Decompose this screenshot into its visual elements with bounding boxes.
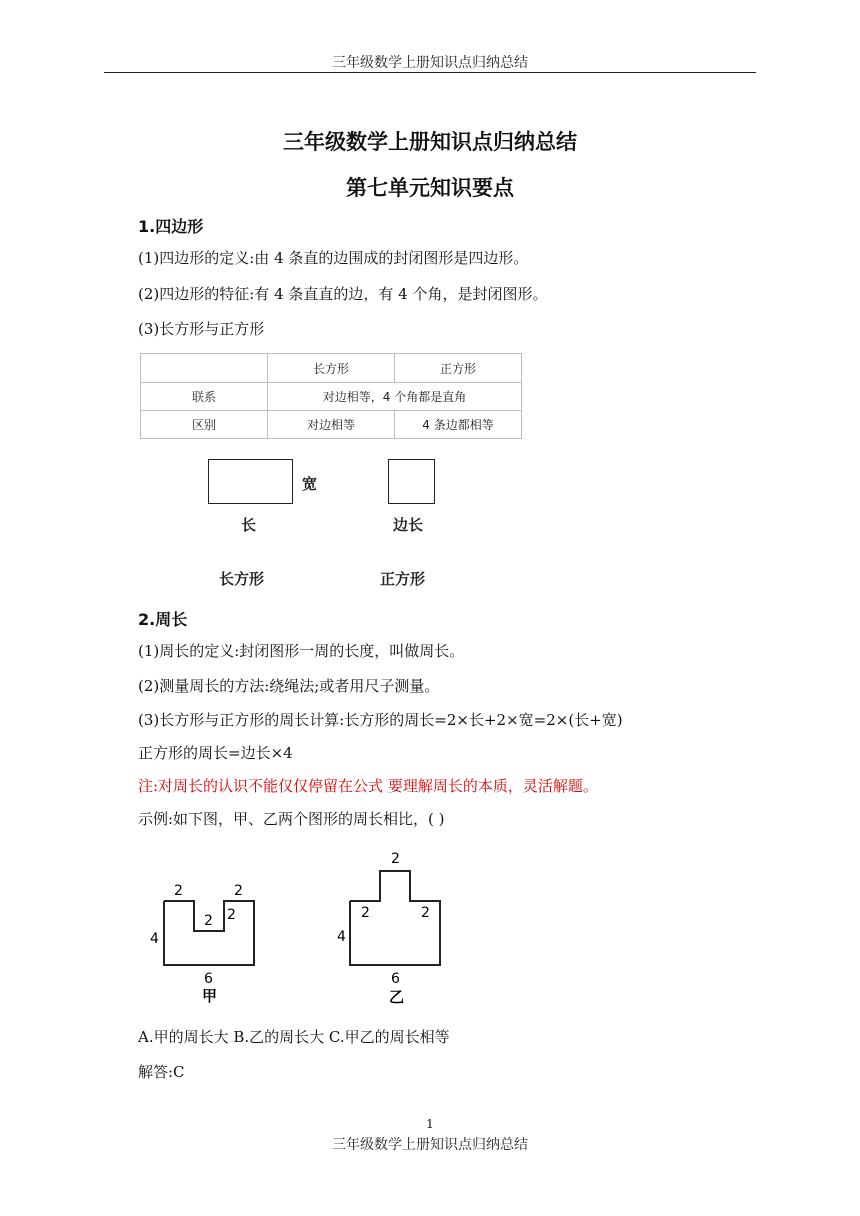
figure-yi-label-top: 2 <box>391 851 400 867</box>
table-header-cell: 长方形 <box>268 354 395 383</box>
text-line: (1)周长的定义:封闭图形一周的长度，叫做周长。 <box>138 642 465 660</box>
figure-jia-outline <box>164 901 254 965</box>
answer-options: A.甲的周长大 B.乙的周长大 C.甲乙的周长相等 <box>138 1028 450 1046</box>
table-header-row <box>141 354 522 383</box>
rectangle-shape <box>208 459 293 504</box>
table-row <box>141 411 522 439</box>
square-shape <box>388 459 435 504</box>
figure-jia-name: 甲 <box>202 987 218 1005</box>
figure-jia-label-notch: 2 <box>204 913 213 929</box>
page-number: 1 <box>426 1117 434 1131</box>
figure-jia <box>150 883 254 1005</box>
table-row-label: 联系 <box>141 383 268 411</box>
document-subtitle: 第七单元知识要点 <box>346 176 514 200</box>
answer-text: 解答:C <box>138 1063 185 1081</box>
figure-yi-label-bottom: 6 <box>391 971 400 987</box>
text-line: (1)四边形的定义:由 4 条直的边围成的封闭图形是四边形。 <box>138 249 529 267</box>
text-line: (2)四边形的特征:有 4 条直直的边，有 4 个角，是封闭图形。 <box>138 285 548 303</box>
figure-jia-label-bottom: 6 <box>204 971 213 987</box>
figure-yi-label-height: 4 <box>337 929 346 945</box>
example-text: 示例:如下图，甲、乙两个图形的周长相比，( ) <box>138 810 445 828</box>
text-line: 正方形的周长=边长×4 <box>138 744 293 762</box>
page-header: 三年级数学上册知识点归纳总结 <box>332 55 528 71</box>
figure-yi-name: 乙 <box>389 988 405 1006</box>
table-row-label: 区别 <box>141 411 268 439</box>
perimeter-figures <box>140 845 460 1010</box>
text-line: (3)长方形与正方形 <box>138 320 265 338</box>
square-name-label: 正方形 <box>380 570 426 588</box>
figure-yi-label-step-right: 2 <box>421 905 430 921</box>
rectangle-name-label: 长方形 <box>219 570 265 588</box>
table-header-cell <box>141 354 268 383</box>
table-cell: 对边相等 <box>268 411 395 439</box>
figure-yi <box>337 851 440 1006</box>
page-footer: 三年级数学上册知识点归纳总结 <box>332 1137 528 1153</box>
figure-jia-label-top-left: 2 <box>174 883 183 899</box>
section-heading-perimeter: 2.周长 <box>138 610 188 629</box>
note-text: 注:对周长的认识不能仅仅停留在公式 要理解周长的本质，灵活解题。 <box>138 777 598 795</box>
text-line: (3)长方形与正方形的周长计算:长方形的周长=2×长+2×宽=2×(长+宽) <box>138 711 623 729</box>
table-row <box>141 383 522 411</box>
figure-jia-label-notch-right: 2 <box>227 907 236 923</box>
header-divider <box>104 72 756 73</box>
table-header-cell: 正方形 <box>395 354 522 383</box>
rectangle-width-label: 宽 <box>302 475 318 493</box>
figure-jia-label-height: 4 <box>150 931 159 947</box>
figure-yi-label-step-left: 2 <box>361 905 370 921</box>
table-cell: 4 条边都相等 <box>395 411 522 439</box>
section-heading-quadrilateral: 1.四边形 <box>138 217 204 236</box>
square-side-label: 边长 <box>393 516 424 534</box>
rectangle-length-label: 长 <box>241 516 257 534</box>
table-cell: 对边相等，4 个角都是直角 <box>268 383 522 411</box>
comparison-table <box>140 353 522 439</box>
figure-jia-label-top-right: 2 <box>234 883 243 899</box>
text-line: (2)测量周长的方法:绕绳法;或者用尺子测量。 <box>138 677 440 695</box>
document-title: 三年级数学上册知识点归纳总结 <box>283 130 577 154</box>
